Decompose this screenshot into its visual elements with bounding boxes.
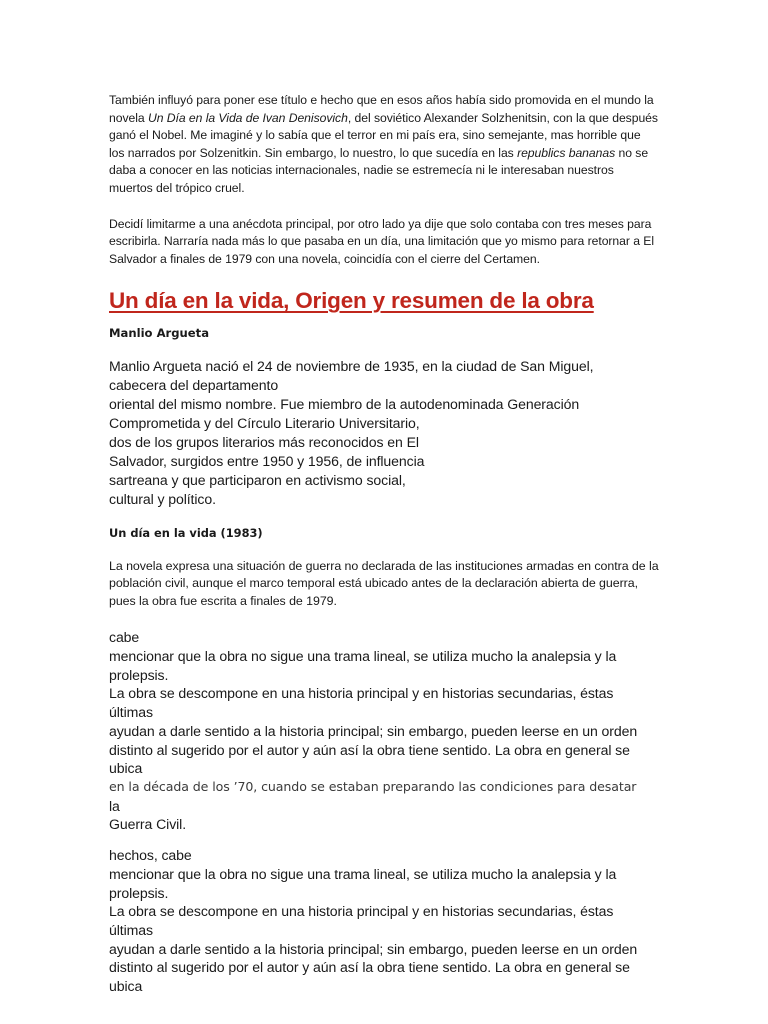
analysis-line: últimas <box>109 704 153 721</box>
author-bio <box>109 357 659 508</box>
bio-line: oriental del mismo nombre. Fue miembro de la autodenominada Generación <box>109 396 580 413</box>
analysis-line: mencionar que la obra no sigue una trama lineal, se utiliza mucho la analepsia y la <box>109 865 617 882</box>
intro-text-a: También influyó para poner ese título e hecho que en esos años había sido promovida en el mundo la novela <box>109 93 654 125</box>
analysis-line: distinto al sugerido por el autor y aún así la obra tiene sentido. La obra en general se <box>109 741 630 758</box>
analysis-line: prolepsis. <box>109 666 169 683</box>
analysis-line: ubica <box>109 760 143 777</box>
article-title: Un día en la vida, Origen y resumen de la obra <box>109 288 594 314</box>
bio-line: Salvador, surgidos entre 1950 y 1956, de influencia <box>109 452 425 469</box>
intro-text-c: no se daba a conocer en las noticias internacionales, nadie se estremecía ni le interesaban nuestros muertos del trópico cruel. <box>109 145 649 195</box>
analysis-line: ayudan a darle sentido a la historia principal; sin embargo, pueden leerse en un orden <box>109 940 638 957</box>
document-page <box>109 92 659 996</box>
novel-paragraph: La novela expresa una situación de guerra no declarada de las instituciones armadas en contra de la población civil, aunque el marco temporal está ubicado antes de la declaración abierta de guerra, pues la obra fue escrita a finales de 1979. <box>109 558 659 608</box>
intro-section <box>109 92 659 268</box>
author-name: Manlio Argueta <box>109 326 210 341</box>
bio-line: Comprometida y del Círculo Literario Universitario, <box>109 415 420 432</box>
bio-line: cabecera del departamento <box>109 377 279 394</box>
section-subtitle: Un día en la vida (1983) <box>109 525 263 540</box>
bio-line: dos de los grupos literarios más reconocidos en El <box>109 433 419 450</box>
intro-paragraph-2: Decidí limitarme a una anécdota principal, por otro lado ya dije que solo contaba con tres meses para escribirla. Narraría nada más lo que pasaba en un día, una limitación que yo mismo para retornar a El Salvador a finales de 1979 con una novela, coincidía con el cierre del Certamen. <box>109 216 655 266</box>
bio-line: cultural y político. <box>109 490 216 507</box>
analysis-line: en la década de los ’70, cuando se estaban preparando las condiciones para desatar <box>109 779 637 794</box>
analysis-line: La obra se descompone en una historia principal y en historias secundarias, éstas <box>109 903 614 920</box>
analysis-line: ubica <box>109 978 143 995</box>
bio-line: Manlio Argueta nació el 24 de noviembre de 1935, en la ciudad de San Miguel, <box>109 358 594 375</box>
analysis-line: La obra se descompone en una historia principal y en historias secundarias, éstas <box>109 685 614 702</box>
analysis-line: hechos, cabe <box>109 847 192 864</box>
analysis-line: cabe <box>109 629 140 646</box>
analysis-line: últimas <box>109 921 153 938</box>
analysis-block-2 <box>109 846 659 996</box>
analysis-line: la <box>109 797 120 814</box>
novel-title-denisovich: Un Día en la Vida de Ivan Denisovich <box>147 110 348 125</box>
analysis-line: mencionar que la obra no sigue una trama lineal, se utiliza mucho la analepsia y la <box>109 648 617 665</box>
analysis-line: ayudan a darle sentido a la historia principal; sin embargo, pueden leerse en un orden <box>109 722 638 739</box>
analysis-line: distinto al sugerido por el autor y aún así la obra tiene sentido. La obra en general se <box>109 959 630 976</box>
republics-bananas-text: republics bananas <box>517 145 616 160</box>
intro-paragraph-1 <box>109 92 659 198</box>
intro-text-b: , del soviético Alexander Solzhenitsin, con la que después ganó el Nobel. Me imaginé y lo sabía que el terror en mi país era, sino semejante, mas horrible que los narrados por Solzenitkin. Sin embargo, lo nuestro, lo que sucedía en las <box>109 110 658 160</box>
analysis-line: prolepsis. <box>109 884 169 901</box>
analysis-block-1 <box>109 628 659 834</box>
bio-line: sartreana y que participaron en activismo social, <box>109 471 406 488</box>
analysis-line: Guerra Civil. <box>109 816 187 833</box>
